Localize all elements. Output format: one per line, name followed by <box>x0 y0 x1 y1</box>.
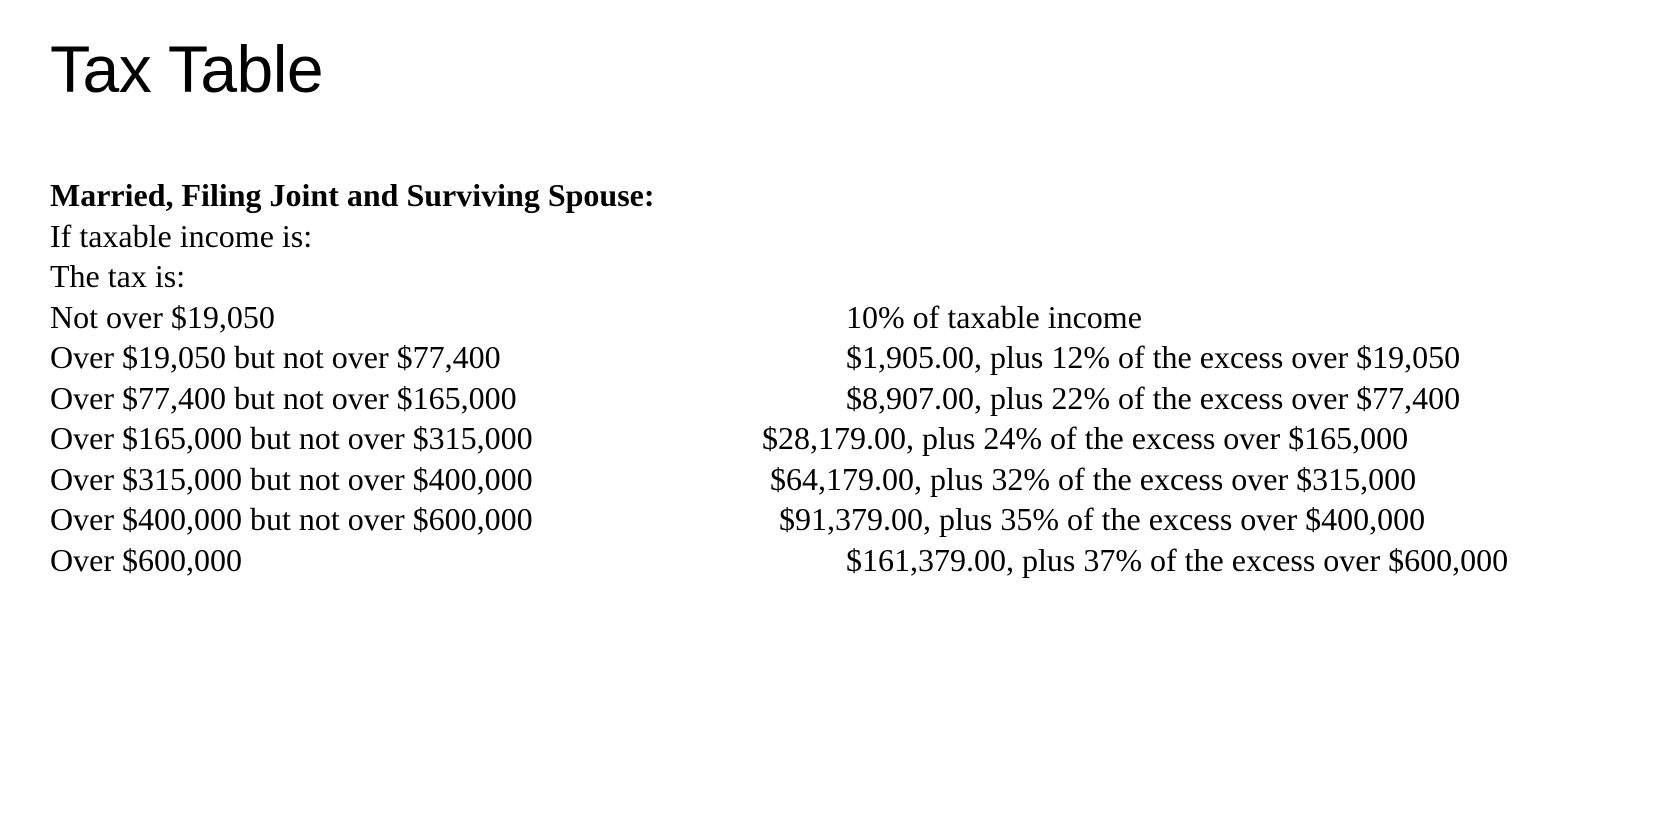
tax-row <box>50 337 1461 378</box>
tax-row <box>50 297 1142 338</box>
income-bracket: Over $400,000 but not over $600,000 <box>50 501 533 537</box>
income-label: If taxable income is: <box>50 217 313 254</box>
income-bracket: Over $165,000 but not over $315,000 <box>50 420 533 456</box>
page-title: Tax Table <box>50 32 324 106</box>
tax-label: The tax is: <box>50 258 186 294</box>
income-bracket: Over $19,050 but not over $77,400 <box>50 339 501 375</box>
tax-amount: 10% of taxable income <box>846 298 1142 335</box>
tax-row <box>50 540 1509 581</box>
tax-amount: $161,379.00, plus 37% of the excess over $600,000 <box>846 541 1509 578</box>
income-bracket: Not over $19,050 <box>50 298 275 335</box>
tax-row <box>50 459 1417 500</box>
income-bracket: Over $77,400 but not over $165,000 <box>50 379 517 416</box>
tax-table <box>50 175 1509 580</box>
tax-row <box>50 499 1426 540</box>
tax-row <box>50 418 1409 459</box>
tax-amount: $28,179.00, plus 24% of the excess over $165,000 <box>762 420 1409 456</box>
tax-amount: $64,179.00, plus 32% of the excess over $315,000 <box>770 460 1417 497</box>
filing-status-heading: Married, Filing Joint and Surviving Spouse: <box>50 177 655 213</box>
income-bracket: Over $600,000 <box>50 541 242 578</box>
tax-amount: $1,905.00, plus 12% of the excess over $19,050 <box>846 339 1461 375</box>
tax-amount: $91,379.00, plus 35% of the excess over $400,000 <box>779 501 1426 537</box>
tax-amount: $8,907.00, plus 22% of the excess over $77,400 <box>846 379 1461 416</box>
income-bracket: Over $315,000 but not over $400,000 <box>50 460 533 497</box>
tax-row <box>50 378 1461 419</box>
